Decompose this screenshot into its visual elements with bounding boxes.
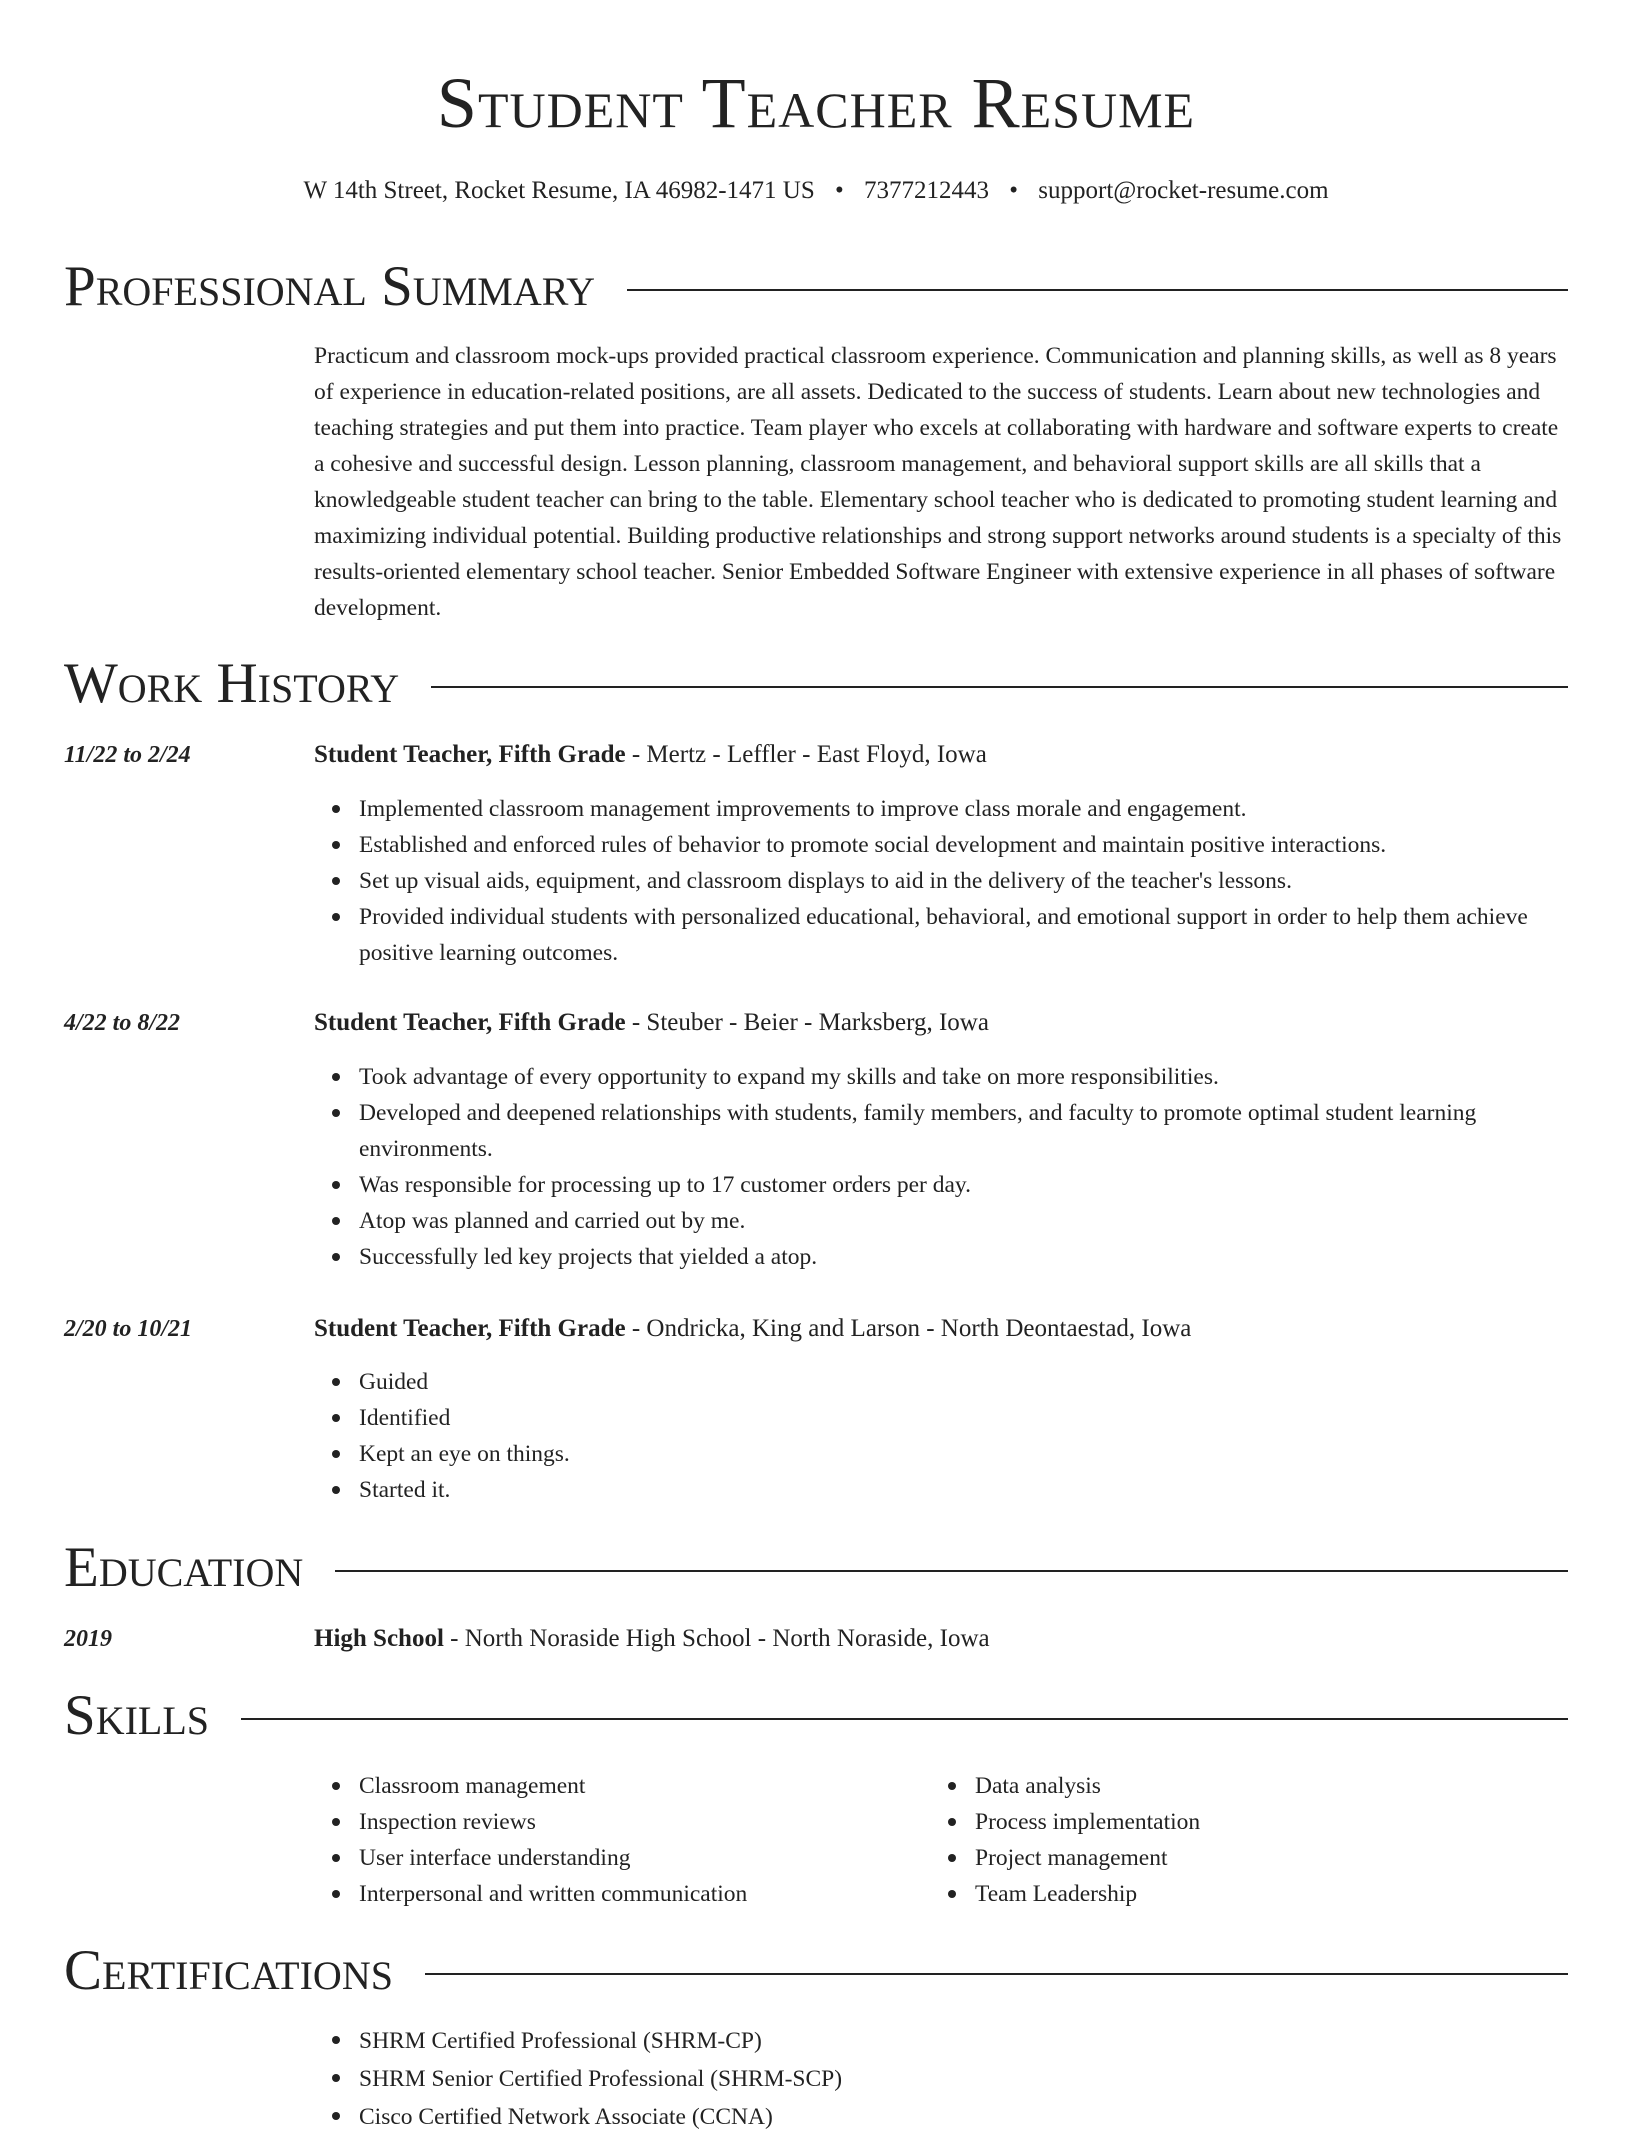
section-summary-heading bbox=[64, 254, 1568, 320]
list-item: Established and enforced rules of behavior to promote social development and maintain positive interactions. bbox=[359, 827, 1568, 863]
section-rule bbox=[335, 1570, 1568, 1572]
list-item: Implemented classroom management improvements to improve class morale and engagement. bbox=[359, 791, 1568, 827]
skills-list-left bbox=[314, 1768, 930, 1912]
job-dates: 11/22 to 2/24 bbox=[64, 742, 191, 768]
list-item: Provided individual students with personalized educational, behavioral, and emotional support in order to help them achieve positive learning outcomes. bbox=[359, 899, 1568, 971]
job-role: Student Teacher, Fifth Grade bbox=[314, 741, 626, 768]
section-title: Work History bbox=[64, 652, 400, 715]
section-skills-heading bbox=[64, 1683, 1568, 1749]
list-item: Started it. bbox=[359, 1472, 1568, 1508]
list-item: Developed and deepened relationships with students, family members, and faculty to promote optimal student learning environments. bbox=[359, 1095, 1568, 1167]
education-year: 2019 bbox=[64, 1626, 112, 1652]
section-rule bbox=[241, 1718, 1568, 1720]
job-role: Student Teacher, Fifth Grade bbox=[314, 1315, 626, 1342]
skill-item: Project management bbox=[975, 1840, 1568, 1876]
certification-item: SHRM Certified Professional (SHRM-CP) bbox=[359, 2022, 1568, 2060]
job-bullets bbox=[314, 791, 1568, 971]
job-detail: - Ondricka, King and Larson - North Deontaestad, Iowa bbox=[625, 1315, 1192, 1342]
section-title: Professional Summary bbox=[64, 255, 596, 318]
list-item: Set up visual aids, equipment, and classroom displays to aid in the delivery of the teacher's lessons. bbox=[359, 863, 1568, 899]
list-item: Identified bbox=[359, 1400, 1568, 1436]
skill-item: Team Leadership bbox=[975, 1876, 1568, 1912]
phone: 7377212443 bbox=[864, 177, 989, 204]
section-rule bbox=[627, 289, 1568, 291]
skill-item: Inspection reviews bbox=[359, 1804, 930, 1840]
section-rule bbox=[431, 686, 1568, 688]
section-title: Education bbox=[64, 1536, 304, 1599]
list-item: Guided bbox=[359, 1364, 1568, 1400]
email: support@rocket-resume.com bbox=[1038, 177, 1329, 204]
certifications-list bbox=[314, 2022, 1568, 2136]
list-item: Kept an eye on things. bbox=[359, 1436, 1568, 1472]
education-detail: - North Noraside High School - North Noraside, Iowa bbox=[443, 1625, 990, 1652]
skill-item: User interface understanding bbox=[359, 1840, 930, 1876]
separator: • bbox=[834, 177, 844, 204]
job-detail: - Mertz - Leffler - East Floyd, Iowa bbox=[625, 741, 987, 768]
job-dates: 4/22 to 8/22 bbox=[64, 1010, 181, 1036]
skill-item: Data analysis bbox=[975, 1768, 1568, 1804]
section-title: Skills bbox=[64, 1684, 210, 1747]
resume-title: Student Teacher Resume bbox=[436, 63, 1196, 143]
list-item: Atop was planned and carried out by me. bbox=[359, 1203, 1568, 1239]
job-role-line bbox=[314, 738, 987, 772]
list-item: Successfully led key projects that yielded a atop. bbox=[359, 1239, 1568, 1275]
separator: • bbox=[1009, 177, 1019, 204]
section-certifications-heading bbox=[64, 1938, 1568, 2004]
section-work-heading bbox=[64, 651, 1568, 717]
job-bullets bbox=[314, 1059, 1568, 1275]
skills-list-right bbox=[930, 1768, 1568, 1912]
address: W 14th Street, Rocket Resume, IA 46982-1471 US bbox=[303, 177, 815, 204]
job-dates: 2/20 to 10/21 bbox=[64, 1316, 193, 1342]
section-education-heading bbox=[64, 1535, 1568, 1601]
job-role-line bbox=[314, 1006, 989, 1040]
section-rule bbox=[425, 1973, 1568, 1975]
job-role-line bbox=[314, 1312, 1191, 1346]
list-item: Was responsible for processing up to 17 customer orders per day. bbox=[359, 1167, 1568, 1203]
certification-item: SHRM Senior Certified Professional (SHRM-SCP) bbox=[359, 2060, 1568, 2098]
certification-item: Cisco Certified Network Associate (CCNA) bbox=[359, 2098, 1568, 2136]
education-degree: High School bbox=[314, 1625, 444, 1652]
skill-item: Classroom management bbox=[359, 1768, 930, 1804]
contact-line bbox=[0, 174, 1632, 208]
job-detail: - Steuber - Beier - Marksberg, Iowa bbox=[625, 1009, 989, 1036]
education-line bbox=[314, 1622, 990, 1656]
list-item: Took advantage of every opportunity to expand my skills and take on more responsibilities. bbox=[359, 1059, 1568, 1095]
job-role: Student Teacher, Fifth Grade bbox=[314, 1009, 626, 1036]
skill-item: Interpersonal and written communication bbox=[359, 1876, 930, 1912]
skill-item: Process implementation bbox=[975, 1804, 1568, 1840]
job-bullets bbox=[314, 1364, 1568, 1508]
summary-text: Practicum and classroom mock-ups provided practical classroom experience. Communication and planning skills, as well as 8 years of experience in education-related positions, are all assets. Dedicated to the success of students. Learn about new technologies and teaching strategies and put them into practice. Team player who excels at collaborating with hardware and software experts to create a cohesive and successful design. Lesson planning, classroom management, and behavioral support skills are all skills that a knowledgeable student teacher can bring to the table. Elementary school teacher who is dedicated to promoting student learning and maximizing individual potential. Building productive relationships and strong support networks around students is a specialty of this results-oriented elementary school teacher. Senior Embedded Software Engineer with extensive experience in all phases of software development. bbox=[314, 343, 1562, 621]
section-title: Certifications bbox=[64, 1939, 393, 2002]
